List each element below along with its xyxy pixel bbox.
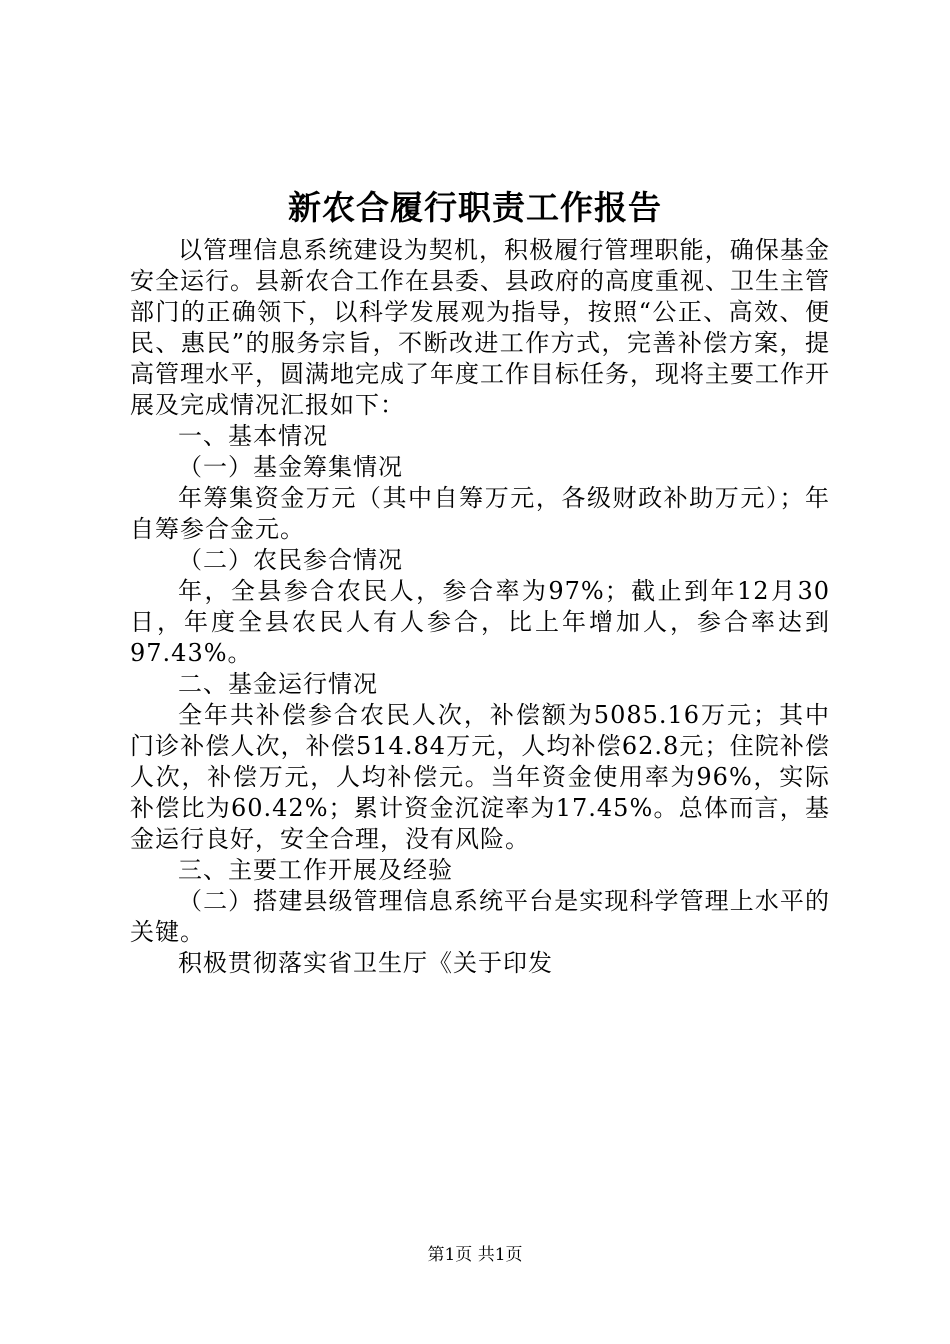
subsection-heading-participation: （二）农民参合情况	[178, 546, 403, 574]
section-heading-main-work: 三、主要工作开展及经验	[178, 856, 453, 884]
main-work-paragraph: （二）搭建县级管理信息系统平台是实现科学管理上水平的关键。	[130, 887, 830, 946]
document-title: 新农合履行职责工作报告	[288, 188, 662, 227]
section-heading-fund-operation: 二、基金运行情况	[178, 670, 378, 698]
fund-raising-paragraph: 年筹集资金万元（其中自筹万元，各级财政补助万元）；年自筹参合金元。	[130, 484, 830, 543]
subsection-heading-fund-raising: （一）基金筹集情况	[178, 453, 403, 481]
section-heading-basic: 一、基本情况	[178, 422, 328, 450]
page-footer: 第1页 共1页	[427, 1245, 523, 1265]
closing-paragraph: 积极贯彻落实省卫生厅《关于印发	[178, 949, 553, 977]
intro-paragraph: 以管理信息系统建设为契机，积极履行管理职能，确保基金安全运行。县新农合工作在县委、县政府的高度重视、卫生主管部门的正确领下，以科学发展观为指导，按照“公正、高效、便民、惠民”的服务宗旨，不断改进工作方式，完善补偿方案，提高管理水平，圆满地完成了年度工作目标任务，现将主要工作开展及完成情况汇报如下：	[130, 236, 830, 419]
participation-paragraph: 年，全县参合农民人，参合率为97%；截止到年12月30日，年度全县农民人有人参合，比上年增加人，参合率达到97.43%。	[130, 577, 830, 667]
fund-operation-paragraph: 全年共补偿参合农民人次，补偿额为5085.16万元；其中门诊补偿人次，补偿514.84万元，人均补偿62.8元；住院补偿人次，补偿万元，人均补偿元。当年资金使用率为96%，实际补偿比为60.42%；累计资金沉淀率为17.45%。总体而言，基金运行良好，安全合理，没有风险。	[130, 701, 830, 853]
document-body	[130, 235, 830, 979]
